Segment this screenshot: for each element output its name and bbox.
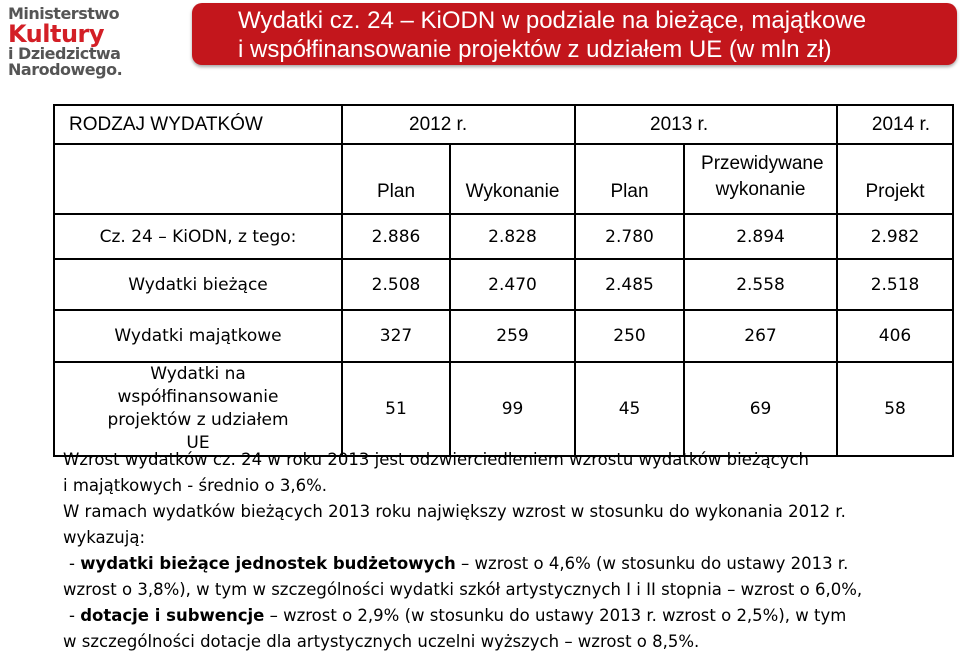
year-2013-header: 2013 r.	[575, 105, 837, 144]
commentary-text	[63, 447, 953, 655]
subhead-projekt-2014: Projekt	[837, 144, 953, 214]
row-label: Wydatki na współfinansowanie projektów z udziałem UE	[54, 362, 342, 456]
table-row	[54, 214, 953, 259]
table-cell: 2.508	[342, 259, 450, 310]
row-label: Cz. 24 – KiODN, z tego:	[54, 214, 342, 259]
table-cell: 2.894	[684, 214, 837, 259]
paragraph-line: wzrost o 3,8%), w tym w szczególności wydatki szkół artystycznych I i II stopnia – wzrost o 6,0%,	[63, 580, 863, 599]
row-label: Wydatki bieżące	[54, 259, 342, 310]
logo-line-4: Narodowego.	[8, 60, 123, 79]
bullet-current-expenditure	[63, 551, 953, 577]
bullet-prefix: -	[69, 606, 81, 625]
bullet-text: – wzrost o 2,9% (w stosunku do ustawy 2013 r. wzrost o 2,5%), w tym	[264, 606, 847, 625]
table-cell: 406	[837, 310, 953, 362]
table-cell: 327	[342, 310, 450, 362]
bullet-prefix: -	[69, 554, 81, 573]
paragraph-line: W ramach wydatków bieżących 2013 roku największy wzrost w stosunku do wykonania 2012 r.	[63, 502, 846, 521]
subhead-plan-2012: Plan	[342, 144, 450, 214]
paragraph-line: i majątkowych - średnio o 3,6%.	[63, 476, 327, 495]
paragraph-line: Wzrost wydatków cz. 24 w roku 2013 jest odzwierciedleniem wzrostu wydatków bieżących	[63, 450, 809, 469]
table-cell: 259	[450, 310, 575, 362]
year-2014-header: 2014 r.	[837, 105, 953, 144]
table-row	[54, 310, 953, 362]
table-cell: 267	[684, 310, 837, 362]
bullet-text: – wzrost o 4,6% (w stosunku do ustawy 2013 r.	[455, 554, 849, 573]
table-cell: 2.518	[837, 259, 953, 310]
table-row	[54, 362, 953, 456]
year-2012-header: 2012 r.	[342, 105, 575, 144]
logo-line-1: Ministerstwo	[8, 4, 120, 23]
subhead-wykonanie-2012: Wykonanie	[450, 144, 575, 214]
paragraph-line: wykazują:	[63, 528, 146, 547]
table-cell: 2.886	[342, 214, 450, 259]
table-cell: 51	[342, 362, 450, 456]
title-banner	[192, 3, 957, 65]
table-cell: 2.470	[450, 259, 575, 310]
table-cell: 69	[684, 362, 837, 456]
bullet-bold-text: dotacje i subwencje	[80, 606, 265, 625]
table-header-years	[54, 105, 953, 144]
table-header-subheads	[54, 144, 953, 214]
row-label: Wydatki majątkowe	[54, 310, 342, 362]
subhead-przewidywane-2013: Przewidywane wykonanie	[684, 144, 837, 214]
ministry-logo	[8, 4, 132, 79]
table-cell: 45	[575, 362, 684, 456]
table-cell: 2.828	[450, 214, 575, 259]
table-cell: 2.558	[684, 259, 837, 310]
table-cell: 58	[837, 362, 953, 456]
table-cell: 99	[450, 362, 575, 456]
logo-line-2: Kultury	[8, 20, 105, 48]
paragraph-line: w szczególności dotacje dla artystycznych uczelni wyższych – wzrost o 8,5%.	[63, 632, 700, 651]
bullet-subsidies	[63, 603, 953, 629]
table-cell: 2.780	[575, 214, 684, 259]
subhead-plan-2013: Plan	[575, 144, 684, 214]
title-line-2: i współfinansowanie projektów z udziałem UE (w mln zł)	[238, 36, 832, 63]
expenditure-table	[53, 104, 954, 457]
table-cell: 250	[575, 310, 684, 362]
table-cell: 2.982	[837, 214, 953, 259]
corner-header: RODZAJ WYDATKÓW	[54, 105, 342, 144]
empty-header-cell	[54, 144, 342, 214]
bullet-bold-text: wydatki bieżące jednostek budżetowych	[80, 554, 456, 573]
table-row	[54, 259, 953, 310]
table-cell: 2.485	[575, 259, 684, 310]
title-line-1: Wydatki cz. 24 – KiODN w podziale na bieżące, majątkowe	[238, 7, 867, 34]
logo-line-3: i Dziedzictwa	[8, 44, 121, 63]
